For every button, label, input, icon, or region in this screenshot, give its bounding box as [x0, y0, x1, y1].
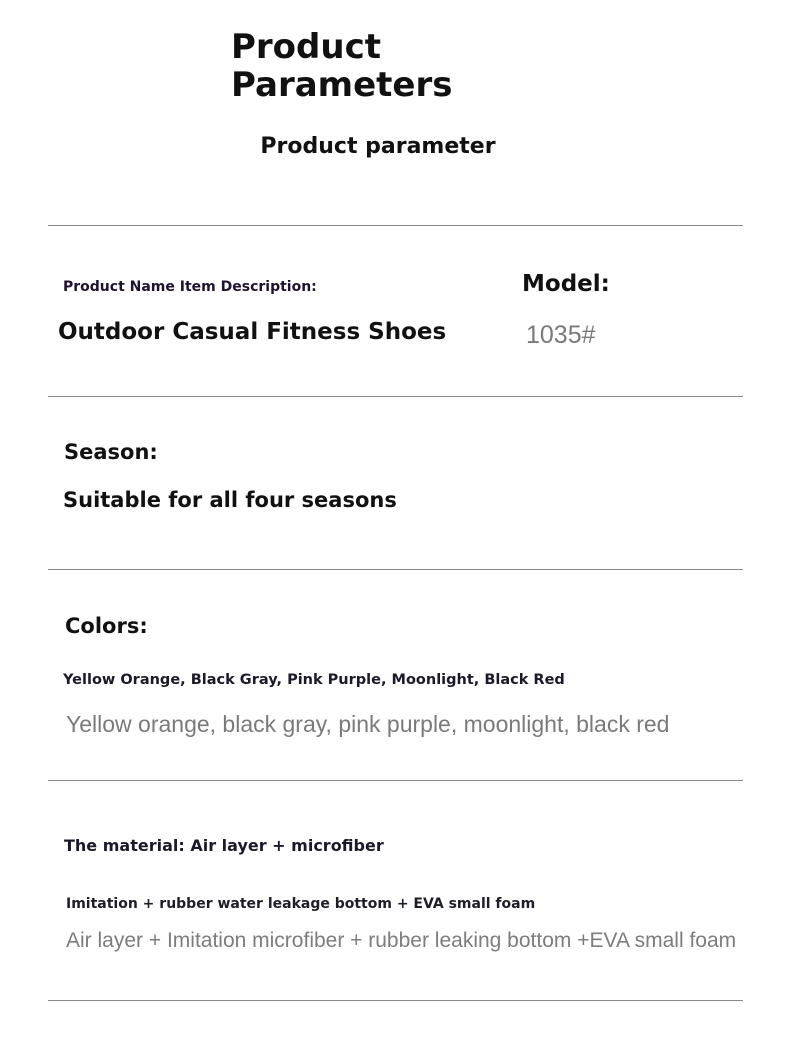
season-label: Season:: [64, 440, 158, 464]
divider: [48, 225, 743, 226]
page-title: Product Parameters: [231, 27, 453, 105]
product-name-value: Outdoor Casual Fitness Shoes: [58, 319, 447, 345]
material-label: The material: Air layer + microfiber: [64, 836, 384, 855]
material-value-light: Air layer + Imitation microfiber + rubber leaking bottom +EVA small foam: [66, 929, 737, 952]
model-value: 1035#: [526, 321, 596, 349]
divider: [48, 1000, 743, 1001]
page-subtitle: Product parameter: [260, 134, 496, 159]
model-label: Model:: [522, 271, 610, 297]
colors-label: Colors:: [65, 614, 148, 638]
product-name-label: Product Name Item Description:: [63, 279, 317, 295]
material-value-bold: Imitation + rubber water leakage bottom + EVA small foam: [66, 896, 536, 912]
divider: [48, 569, 743, 570]
divider: [48, 780, 743, 781]
colors-value-light: Yellow orange, black gray, pink purple, moonlight, black red: [66, 711, 670, 737]
season-value: Suitable for all four seasons: [63, 488, 397, 512]
colors-value-bold: Yellow Orange, Black Gray, Pink Purple, Moonlight, Black Red: [63, 672, 565, 688]
divider: [48, 396, 743, 397]
